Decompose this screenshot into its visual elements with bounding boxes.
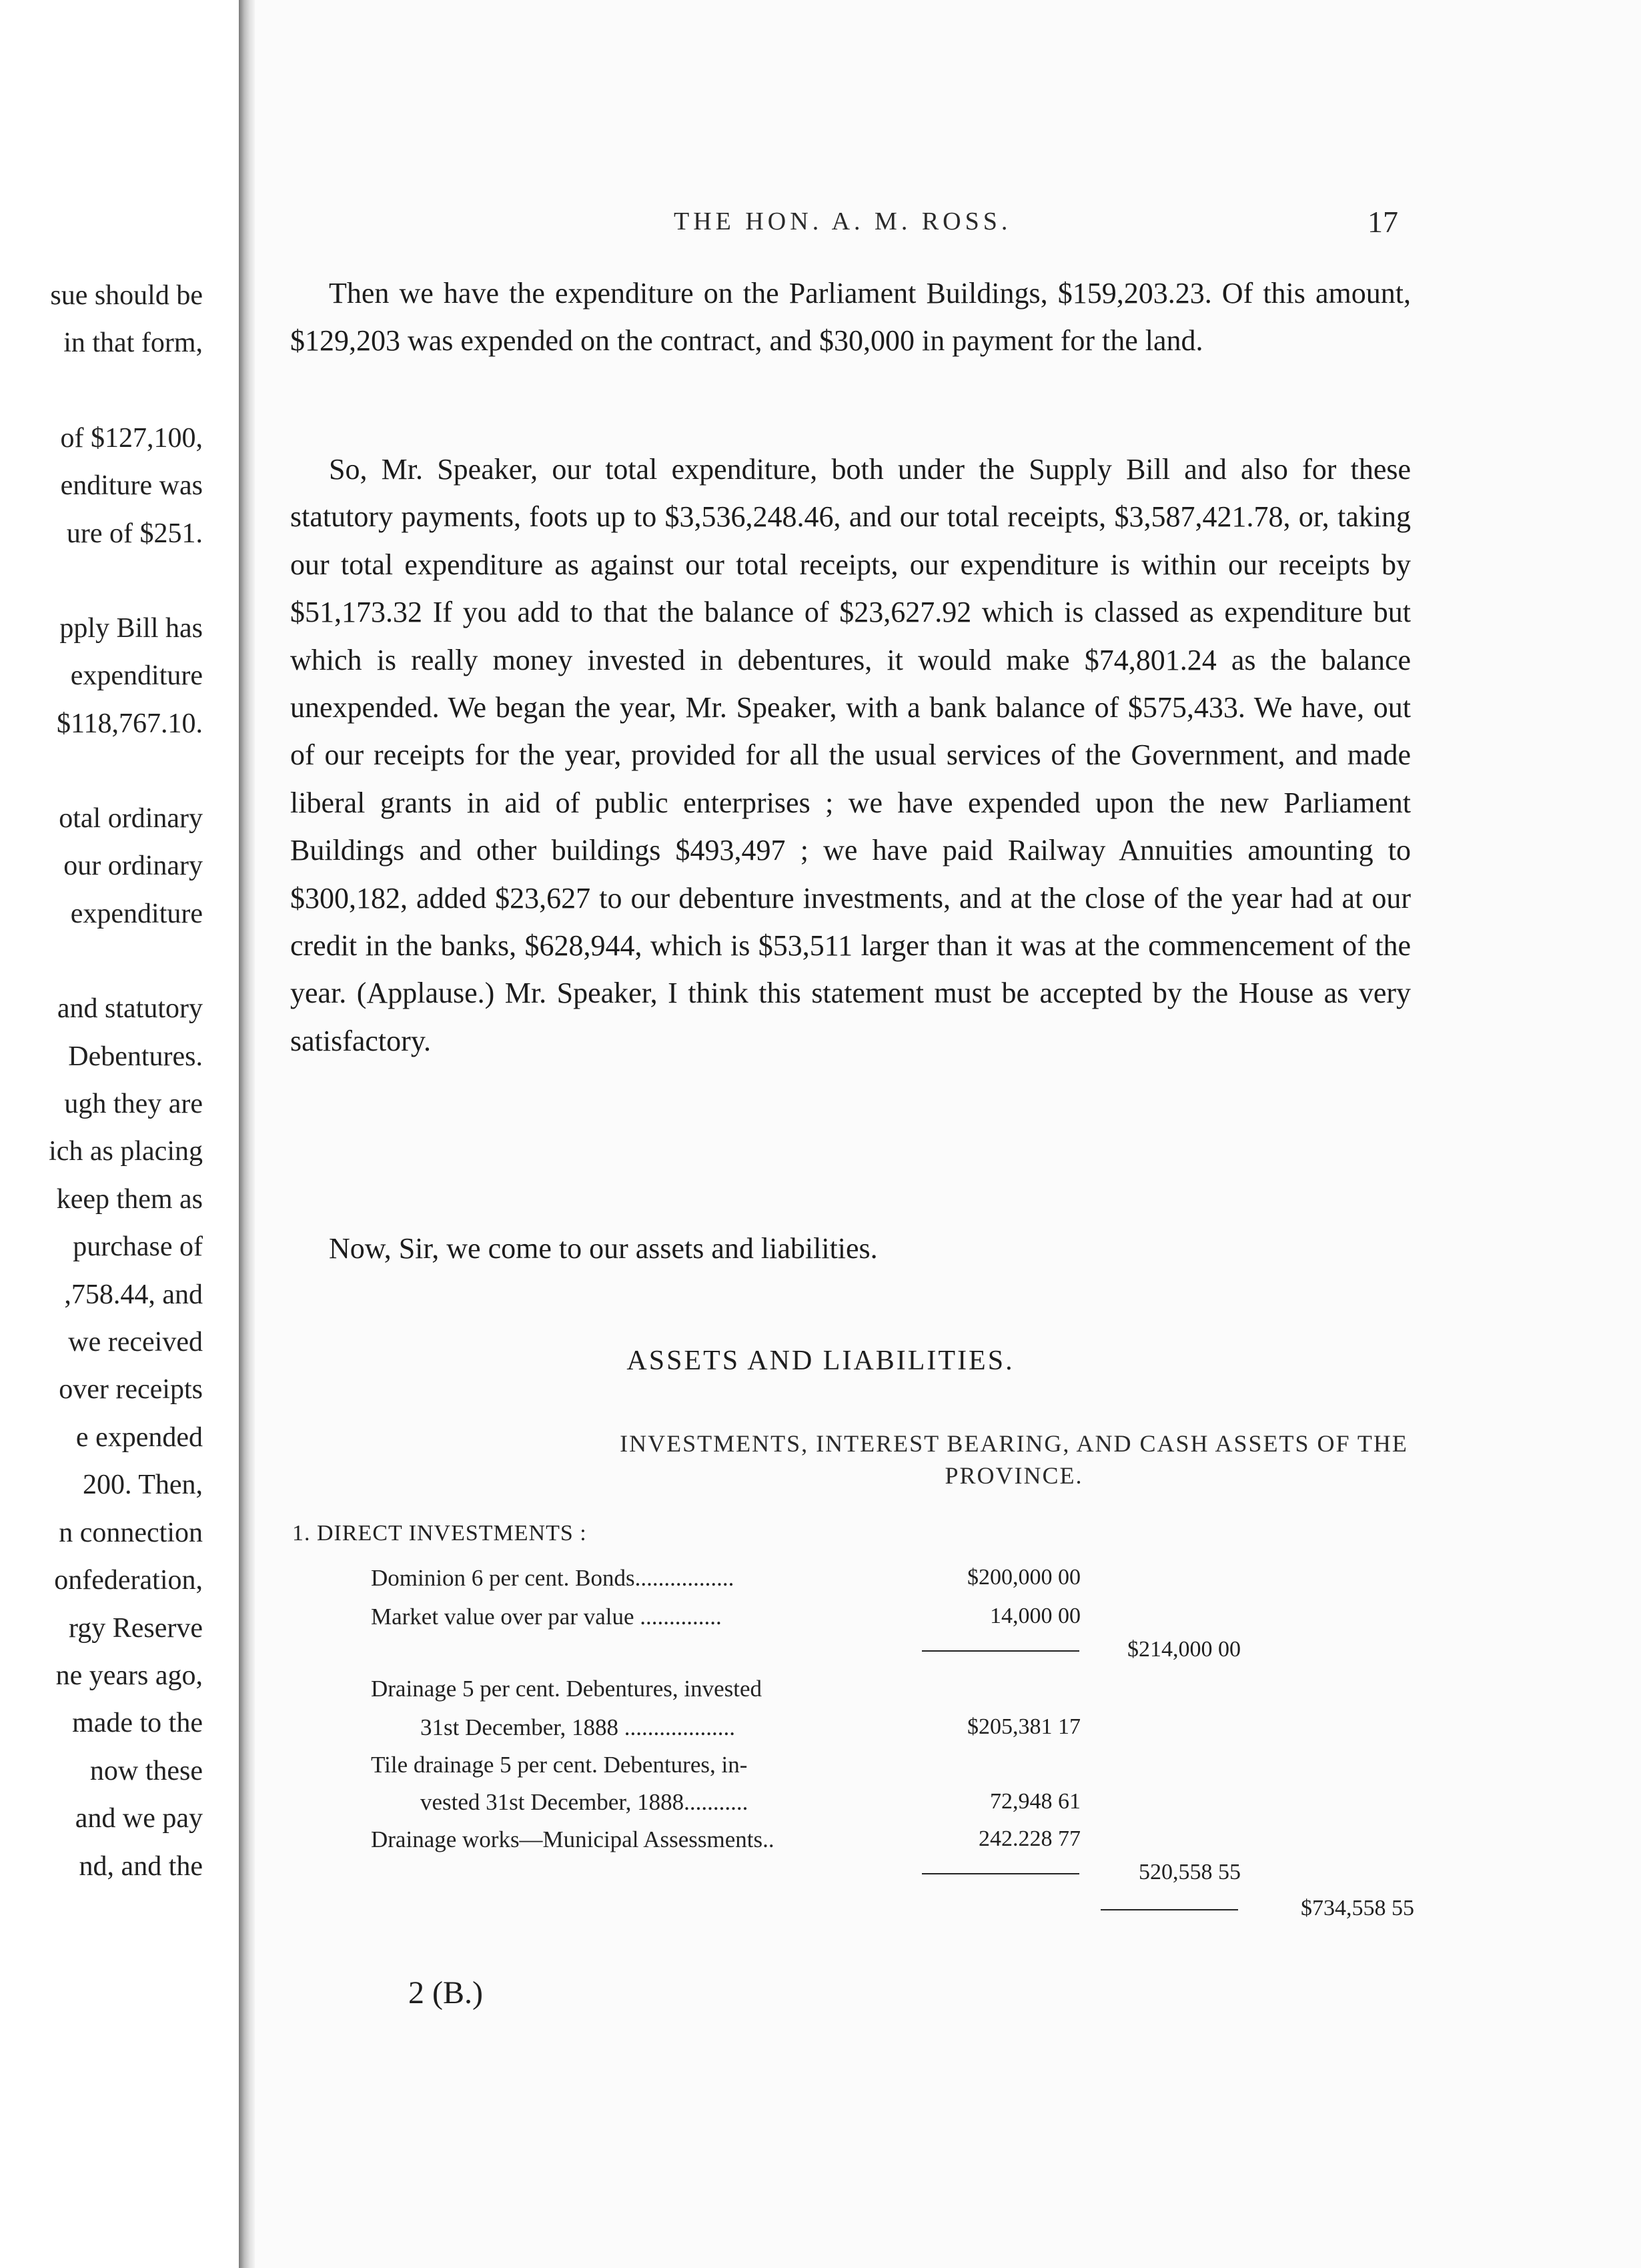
row-amount: $200,000 00 bbox=[967, 1565, 1081, 1590]
left-line: and statutory bbox=[57, 993, 203, 1025]
left-line: n connection bbox=[59, 1517, 203, 1548]
left-facing-page bbox=[0, 0, 239, 2268]
left-line: otal ordinary bbox=[59, 803, 203, 834]
running-head: THE HON. A. M. ROSS. bbox=[674, 207, 1012, 235]
signature-mark: 2 (B.) bbox=[408, 1975, 483, 2011]
left-line: over receipts bbox=[59, 1374, 203, 1405]
row-description: Market value over par value .............. bbox=[371, 1604, 722, 1630]
row-amount: 72,948 61 bbox=[990, 1789, 1081, 1814]
left-line: purchase of bbox=[73, 1231, 203, 1263]
subtitle-line: INVESTMENTS, INTEREST BEARING, AND CASH ASSETS OF THE bbox=[620, 1430, 1408, 1457]
left-line: sue should be bbox=[50, 280, 203, 311]
left-line: expenditure bbox=[70, 898, 203, 929]
left-line: and we pay bbox=[75, 1803, 203, 1834]
left-line: ,758.44, and bbox=[64, 1279, 203, 1310]
total-amount: $734,558 55 bbox=[1301, 1896, 1414, 1920]
total-rule bbox=[1101, 1909, 1238, 1910]
left-line: Debentures. bbox=[68, 1041, 203, 1072]
left-line: enditure was bbox=[60, 470, 203, 502]
left-line: pply Bill has bbox=[59, 613, 203, 644]
row-amount: 14,000 00 bbox=[990, 1604, 1081, 1628]
left-page-text-block-1 bbox=[50, 272, 203, 748]
subtotal-amount: 520,558 55 bbox=[1139, 1860, 1241, 1884]
left-page-text-block-2 bbox=[49, 795, 203, 1890]
left-line: we received bbox=[68, 1327, 203, 1358]
left-line: e expended bbox=[75, 1422, 203, 1453]
paragraph-text: Now, Sir, we come to our assets and liabilities. bbox=[329, 1232, 878, 1265]
row-description: Drainage works—Municipal Assessments.. bbox=[371, 1826, 774, 1852]
paragraph-parliament-buildings bbox=[290, 269, 1411, 365]
paragraph-text: So, Mr. Speaker, our total expenditure, both under the Supply Bill and also for these statutory payments, foots up to $3,536,248.46, and our total receipts, $3,587,421.78, or, taking our total expenditure as against our total receipts, our expenditure is within our receipts by $51,173.32 If you add to that the balance of $23,627.92 which is classed as expenditure but which is really money invested in debentures, it would make $74,801.24 as the balance unexpended. We began the year, Mr. Speaker, with a bank balance of $575,433. We have, out of our receipts for the year, provided for all the usual services of the Government, and made liberal grants in aid of public enterprises ; we have expended upon the new Parliament Buildings and other buildings $493,497 ; we have paid Railway Annuities amounting to $300,182, added $23,627 to our debenture investments, and at the close of the year had at our credit in the banks, $628,944, which is $53,511 larger than it was at the commencement of the year. (Applause.) Mr. Speaker, I think this statement must be accepted by the House as very satisfactory. bbox=[290, 453, 1411, 1057]
row-description: Tile drainage 5 per cent. Debentures, in- bbox=[371, 1752, 748, 1778]
left-line: ne years ago, bbox=[55, 1660, 203, 1691]
left-line: made to the bbox=[72, 1708, 203, 1739]
page-number: 17 bbox=[1368, 205, 1398, 239]
subtotal-rule bbox=[922, 1873, 1079, 1874]
left-line: expenditure bbox=[70, 660, 203, 692]
section-subtitle bbox=[427, 1428, 1601, 1492]
left-line: in that form, bbox=[63, 328, 203, 359]
row-description: 31st December, 1888 ................... bbox=[420, 1714, 735, 1740]
left-line: 200. Then, bbox=[82, 1470, 203, 1501]
direct-investments-heading: 1. DIRECT INVESTMENTS : bbox=[292, 1521, 587, 1546]
row-description: Dominion 6 per cent. Bonds................. bbox=[371, 1565, 734, 1591]
left-line: ugh they are bbox=[64, 1089, 203, 1120]
left-line: of $127,100, bbox=[60, 422, 203, 454]
row-description: Drainage 5 per cent. Debentures, invested bbox=[371, 1676, 762, 1702]
left-line: nd, and the bbox=[79, 1850, 203, 1882]
row-description: vested 31st December, 1888........... bbox=[420, 1789, 748, 1815]
left-line: keep them as bbox=[56, 1183, 203, 1215]
left-line: onfederation, bbox=[54, 1565, 203, 1596]
subtotal-amount: $214,000 00 bbox=[1127, 1637, 1241, 1662]
left-line: $118,767.10. bbox=[57, 708, 203, 739]
subtitle-line: PROVINCE. bbox=[945, 1462, 1083, 1489]
subtotal-rule bbox=[922, 1650, 1079, 1652]
row-amount: $205,381 17 bbox=[967, 1714, 1081, 1739]
left-line: now these bbox=[89, 1755, 203, 1786]
paragraph-text: Then we have the expenditure on the Parliament Buildings, $159,203.23. Of this amount, $129,203 was expended on the contract, and $30,000 in payment for the land. bbox=[290, 277, 1411, 358]
row-amount: 242.228 77 bbox=[979, 1826, 1081, 1851]
paragraph-total-expenditure bbox=[290, 446, 1411, 1065]
left-line: ich as placing bbox=[49, 1136, 203, 1167]
left-line: our ordinary bbox=[63, 851, 203, 882]
left-line: ure of $251. bbox=[66, 518, 203, 549]
section-title: ASSETS AND LIABILITIES. bbox=[626, 1345, 1015, 1376]
paragraph-assets-intro bbox=[290, 1225, 1411, 1272]
left-line: rgy Reserve bbox=[69, 1612, 203, 1644]
book-gutter bbox=[239, 0, 255, 2268]
